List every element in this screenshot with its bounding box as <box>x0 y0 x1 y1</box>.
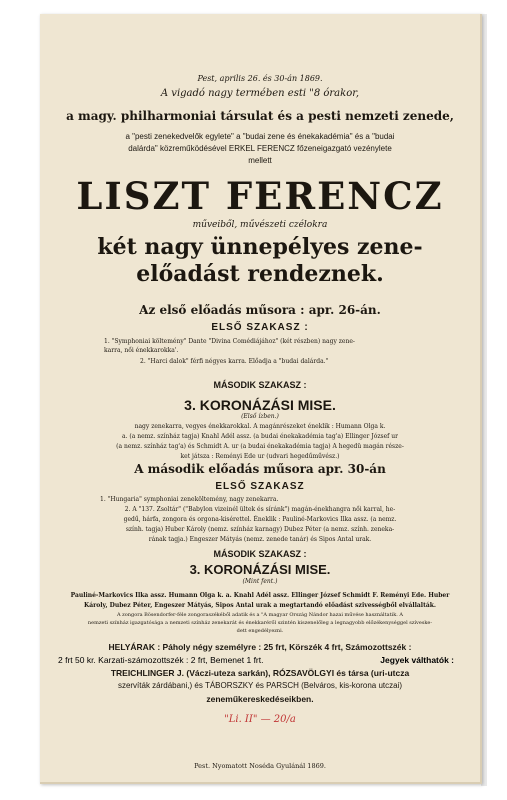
first-item2: 2. "Harci dalok" férfi négyes karra. Előadja a "budai dalárda." <box>140 358 329 365</box>
second-item2-line-4: rának tagja.) Engeszer Mátyás (nemz. zenede tanár) és Sipos Antal urak. <box>148 536 372 543</box>
prices-line-5: zeneműkereskedéseikben. <box>206 694 314 704</box>
first-mass-note: (Első ízben.) <box>241 413 279 420</box>
soloists-line-1: Pauliné-Markovics Ilka assz. Humann Olga k. a. Knahl Adél assz. Ellinger József Schmidt F. Reményi Ede. Huber <box>70 592 450 599</box>
headline-line-1: két nagy ünnepélyes zene- <box>97 234 423 260</box>
first-mass-title: 3. KORONÁZÁSI MISE. <box>184 397 336 413</box>
second-item2-line-1: 2. A "137. Zsoltár" ("Babylon vizeinél ültek és síránk") magán-énekhangra női karral, he- <box>124 506 396 513</box>
handwritten-catalog-note: "Li. II" — 20/a <box>224 714 296 725</box>
second-item1: 1. "Hungaria" symphoniai zeneköltemény, nagy zenekarra. <box>100 496 279 503</box>
prices-line-1: HELYÁRAK : Páholy négy személyre : 25 frt, Körszék 4 frt, Számozottszék : <box>108 642 412 652</box>
soloists-line-4: nemzeti színház igazgatósága a nemzeti színház zenekarát és énekkaréről szintén kiszenelőleg a legnagyobb előzékenységgel szíveske- <box>87 620 433 626</box>
headline-line-2: előadást rendeznek. <box>136 261 384 287</box>
second-concert-title: A második előadás műsora apr. 30-án <box>134 462 386 476</box>
composer-name: LISZT FERENCZ <box>76 174 444 218</box>
first-desc-line-4: ket játsza : Reményi Ede ur (udvari hegedűművész.) <box>180 453 340 460</box>
assist-line-1: a "pesti zenekedvelők egylete" a "budai zene és énekakadémia" és a "budai <box>125 132 395 141</box>
first-concert-part2-heading: MÁSODIK SZAKASZ : <box>213 380 307 390</box>
intro-line: A vigadó nagy termében esti "8 órakor, <box>160 88 360 99</box>
printer-line: Pest. Nyomatott Noséda Gyulánál 1869. <box>194 762 326 770</box>
date-line: Pest, aprilis 26. és 30-án 1869. <box>197 74 323 83</box>
first-item1-line2: karra, női énekkarokka'. <box>104 347 179 354</box>
first-desc-line-2: a. (a nemz. színház tagja) Knahl Adél assz. (a budai énekakadémia tag'a) Ellinger József ur <box>121 433 398 440</box>
second-mass-title: 3. KORONÁZÁSI MISE. <box>189 562 331 577</box>
first-concert-part1-heading: ELSŐ SZAKASZ : <box>211 322 309 333</box>
first-concert-title: Az első előadás műsora : apr. 26-án. <box>139 303 381 317</box>
second-concert-part1-heading: ELSŐ SZAKASZ <box>215 481 305 492</box>
soloists-line-3: A zongora Bösendorfer-féle zongoraszékéből adatik és a "A magyar Ország Nándor hazai művése használtatik. A <box>116 612 404 618</box>
assist-line-3: mellett <box>248 156 272 165</box>
prices-line-2-right: Jegyek válthatók : <box>380 655 454 665</box>
assist-line-2: dalárda" közreműködésével ERKEL FERENCZ főzeneigazgató vezénylete <box>128 144 392 153</box>
soloists-line-2: Károly, Dubez Péter, Engeszer Mátyás, Sipos Antal urak a megtartandó előadást szivességből elvállalták. <box>84 602 436 609</box>
prices-line-4: szervíták zárdábani,) és TÁBORSZKY és PARSCH (Belváros, kis-korona utczai) <box>117 681 403 690</box>
second-item2-line-3: szính. tagja) Huber Károly (nemz. színház karnagy) Dubez Péter (a nemz. szính. zeneka- <box>125 526 395 533</box>
soloists-line-5: dett engedélyezni. <box>236 628 284 634</box>
works-line: műveiből, művészeti czélokra <box>192 220 328 230</box>
organizers-line: a magy. philharmoniai társulat és a pesti nemzeti zenede, <box>66 109 454 123</box>
second-mass-note: (Mint fent.) <box>242 578 278 585</box>
first-desc-line-1: nagy zenekarra, vegyes énekkarokkal. A magánrészeket éneklik : Humann Olga k. <box>134 423 386 430</box>
concert-poster <box>40 14 482 784</box>
prices-line-3: TREICHLINGER J. (Váczi-uteza sarkán), RÓZSAVÖLGYI és társa (uri-utcza <box>110 668 410 678</box>
first-item1-line1: 1. "Symphoniai költemény" Dante "Divina Comédiájához" (két részben) nagy zene- <box>104 338 355 345</box>
prices-line-2-left: 2 frt 50 kr. Karzati-számozottszék : 2 frt, Bemenet 1 frt. <box>58 655 264 665</box>
first-desc-line-3: (a nemz. színház tag'a) és Schmidt A. ur (a budai énekakadémia tagja) A hegedü magán része- <box>116 443 404 450</box>
second-concert-part2-heading: MÁSODIK SZAKASZ : <box>213 549 307 559</box>
prices-line-2 <box>40 655 480 667</box>
second-item2-line-2: gedű, hárfa, zongora és orgona-kisérettel. Éneklik : Pauliné-Markovics Ilka assz. (a nemz. <box>123 516 397 523</box>
